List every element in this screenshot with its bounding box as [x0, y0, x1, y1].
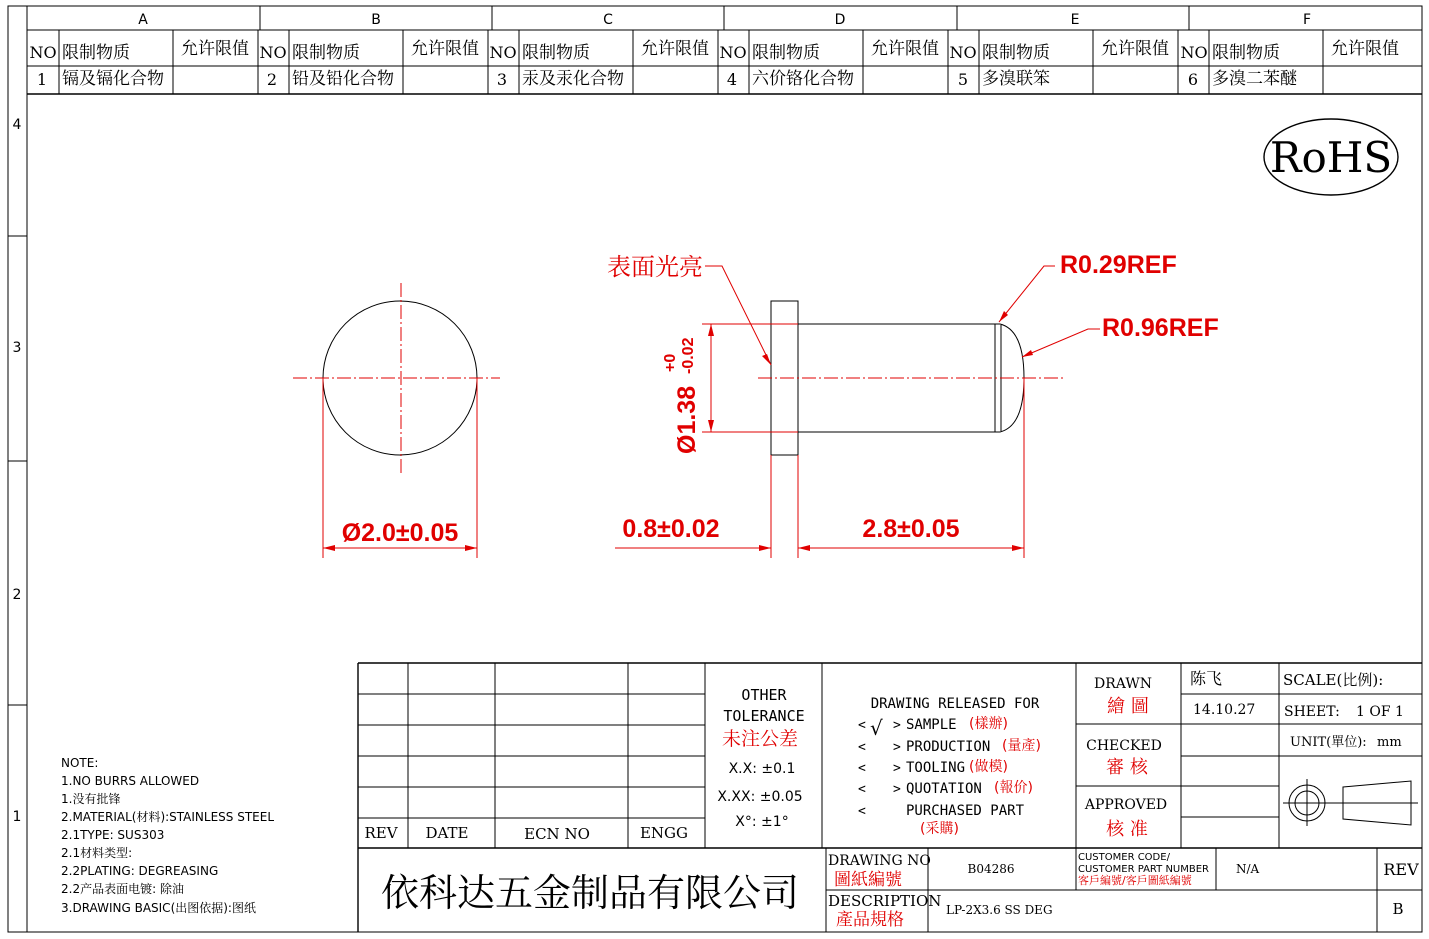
release-item: PRODUCTION	[906, 739, 991, 755]
third-angle-projection-icon	[1283, 779, 1418, 826]
drawing-no-label-cn: 圖紙編號	[834, 870, 902, 890]
dim-head-thickness: 0.8±0.02	[622, 515, 720, 543]
dim-shaft-tol-upper: +0	[662, 353, 679, 372]
note-line: 2.1材料类型:	[61, 846, 133, 860]
checked-label-cn: 審 核	[1106, 757, 1148, 778]
item-no-5: 5	[957, 70, 969, 89]
sheet-value: 1 OF 1	[1356, 704, 1404, 720]
hdr-limit-5: 允许限值	[1101, 39, 1169, 59]
zone-col-e: E	[1070, 12, 1080, 28]
tolerance-title-2: TOLERANCE	[723, 707, 805, 725]
zone-column-dividers	[260, 6, 1189, 30]
svg-text:>: >	[893, 782, 901, 797]
zone-row-3: 3	[12, 340, 22, 356]
hdr-limit-4: 允许限值	[871, 39, 939, 59]
note-line: 1.没有批锋	[61, 792, 121, 806]
dim-shaft-diameter: Ø1.38	[673, 385, 701, 454]
drawn-date: 14.10.27	[1193, 702, 1256, 718]
drawing-no-value: B04286	[967, 862, 1015, 876]
item-substance-1: 镉及镉化合物	[62, 69, 164, 89]
customer-code-label-cn: 客戶編號/客戶圖紙編號	[1078, 874, 1192, 887]
hdr-limit-1: 允许限值	[181, 39, 249, 59]
restricted-table-row	[37, 69, 1298, 89]
surface-finish-note: 表面光亮	[607, 253, 703, 281]
rev-label: REV	[1383, 860, 1419, 879]
item-substance-5: 多溴联笨	[982, 69, 1050, 89]
hdr-substance-3: 限制物质	[522, 43, 590, 63]
end-view	[293, 283, 500, 558]
hdr-limit-2: 允许限值	[411, 39, 479, 59]
description-value: LP-2X3.6 SS DEG	[946, 903, 1053, 917]
svg-text:>: >	[893, 761, 901, 776]
approved-label-cn: 核 准	[1106, 819, 1148, 840]
drawn-label: DRAWN	[1094, 676, 1152, 692]
rev-col-header: REV	[364, 824, 398, 842]
unit-value: mm	[1377, 735, 1402, 750]
customer-code-value: N/A	[1236, 862, 1260, 876]
tolerance-angle: X°: ±1°	[735, 814, 789, 830]
release-item-cn: (報价)	[994, 780, 1033, 796]
tolerance-xxx: X.XX: ±0.05	[717, 789, 803, 805]
note-line: 1.NO BURRS ALLOWED	[61, 774, 200, 788]
svg-text:>: >	[893, 740, 901, 755]
item-substance-4: 六价铬化合物	[752, 69, 854, 89]
description-label: DESCRIPTION	[828, 892, 942, 910]
leader-r1	[999, 266, 1055, 322]
approved-label: APPROVED	[1084, 797, 1168, 813]
note-line: 2.2产品表面电镀: 除油	[61, 882, 184, 896]
zone-col-f: F	[1302, 12, 1312, 28]
radius-r029: R0.29REF	[1060, 251, 1177, 279]
restricted-table-headers	[29, 39, 1399, 63]
release-title: DRAWING RELEASED FOR	[870, 696, 1040, 712]
hdr-no-3: NO	[489, 43, 517, 62]
zone-row-1: 1	[12, 809, 22, 825]
zone-col-b: B	[371, 12, 381, 28]
release-item: SAMPLE	[906, 717, 957, 733]
hdr-no-1: NO	[29, 43, 57, 62]
svg-text:<: <	[858, 740, 866, 755]
item-substance-6: 多溴二苯醚	[1212, 69, 1297, 89]
release-item: PURCHASED PART	[906, 803, 1025, 819]
hdr-substance-5: 限制物质	[982, 43, 1050, 63]
unit-label: UNIT(單位):	[1290, 735, 1367, 750]
drawn-label-cn: 繪 圖	[1107, 696, 1149, 717]
item-no-6: 6	[1187, 70, 1199, 89]
svg-text:<: <	[858, 761, 866, 776]
hdr-limit-3: 允许限值	[641, 39, 709, 59]
release-checkbox-list	[858, 715, 1041, 837]
tolerance-title-cn: 未注公差	[721, 728, 799, 750]
scale-label: SCALE(比例):	[1283, 671, 1384, 689]
ecn-col-header: ECN NO	[524, 825, 590, 843]
company-name: 依科达五金制品有限公司	[380, 871, 800, 915]
date-col-header: DATE	[425, 824, 469, 842]
zone-row-2: 2	[12, 587, 22, 603]
description-label-cn: 產品規格	[836, 910, 904, 930]
note-line: 2.1TYPE: SUS303	[61, 828, 165, 842]
svg-text:<: <	[858, 804, 866, 819]
svg-text:<: <	[858, 718, 866, 733]
hdr-substance-4: 限制物质	[752, 43, 820, 63]
outer-border	[8, 6, 1422, 932]
hdr-no-2: NO	[259, 43, 287, 62]
zone-col-d: D	[834, 12, 846, 28]
item-no-2: 2	[266, 70, 278, 89]
zone-col-a: A	[138, 12, 148, 28]
zone-col-c: C	[603, 12, 613, 28]
item-no-4: 4	[726, 70, 738, 89]
zone-row-dividers	[8, 236, 27, 705]
engg-col-header: ENGG	[639, 824, 689, 842]
leader-surface	[705, 266, 771, 365]
svg-text:>: >	[893, 718, 901, 733]
rev-value: B	[1392, 900, 1404, 918]
tolerance-title-1: OTHER	[741, 686, 787, 704]
check-mark-icon: √	[870, 716, 883, 740]
hdr-limit-6: 允许限值	[1331, 39, 1399, 59]
note-line: 3.DRAWING BASIC(出图依据):图纸	[61, 901, 256, 915]
release-item: TOOLING	[906, 760, 966, 776]
item-no-1: 1	[36, 70, 48, 89]
radius-r096: R0.96REF	[1102, 314, 1219, 342]
checked-label: CHECKED	[1086, 738, 1162, 754]
dim-shaft-length: 2.8±0.05	[862, 515, 960, 543]
release-item: QUOTATION	[906, 781, 982, 797]
hdr-no-6: NO	[1180, 43, 1208, 62]
item-substance-3: 汞及汞化合物	[522, 69, 624, 89]
note-line: NOTE:	[61, 756, 99, 770]
hdr-no-4: NO	[719, 43, 747, 62]
drawing-no-label: DRAWING NO	[828, 853, 931, 869]
svg-text:<: <	[858, 782, 866, 797]
rohs-label: RoHS	[1269, 133, 1393, 182]
note-line: 2.2PLATING: DEGREASING	[61, 864, 219, 878]
tolerance-xx: X.X: ±0.1	[728, 761, 796, 777]
item-no-3: 3	[496, 70, 508, 89]
customer-code-label-2: CUSTOMER PART NUMBER	[1078, 864, 1209, 875]
leader-r2	[1022, 329, 1100, 357]
customer-code-label: CUSTOMER CODE/	[1078, 852, 1170, 863]
release-item-cn: (樣辦)	[969, 716, 1008, 732]
release-item-cn: (做模)	[969, 759, 1008, 775]
item-substance-2: 铅及铅化合物	[292, 69, 394, 89]
drawn-by: 陈飞	[1190, 669, 1223, 688]
hdr-substance-2: 限制物质	[292, 43, 360, 63]
zone-row-4: 4	[12, 117, 22, 133]
hdr-no-5: NO	[949, 43, 977, 62]
dim-head-diameter: Ø2.0±0.05	[341, 519, 459, 547]
hdr-substance-6: 限制物质	[1212, 43, 1280, 63]
release-item-cn: (采購)	[920, 821, 959, 837]
sheet-label: SHEET:	[1284, 704, 1340, 720]
dim-shaft-tol-lower: -0.02	[680, 337, 697, 374]
release-item-cn: (量產)	[1002, 738, 1041, 754]
hdr-substance-1: 限制物质	[62, 43, 130, 63]
notes-block	[61, 756, 274, 915]
note-line: 2.MATERIAL(材料):STAINLESS STEEL	[61, 810, 275, 824]
